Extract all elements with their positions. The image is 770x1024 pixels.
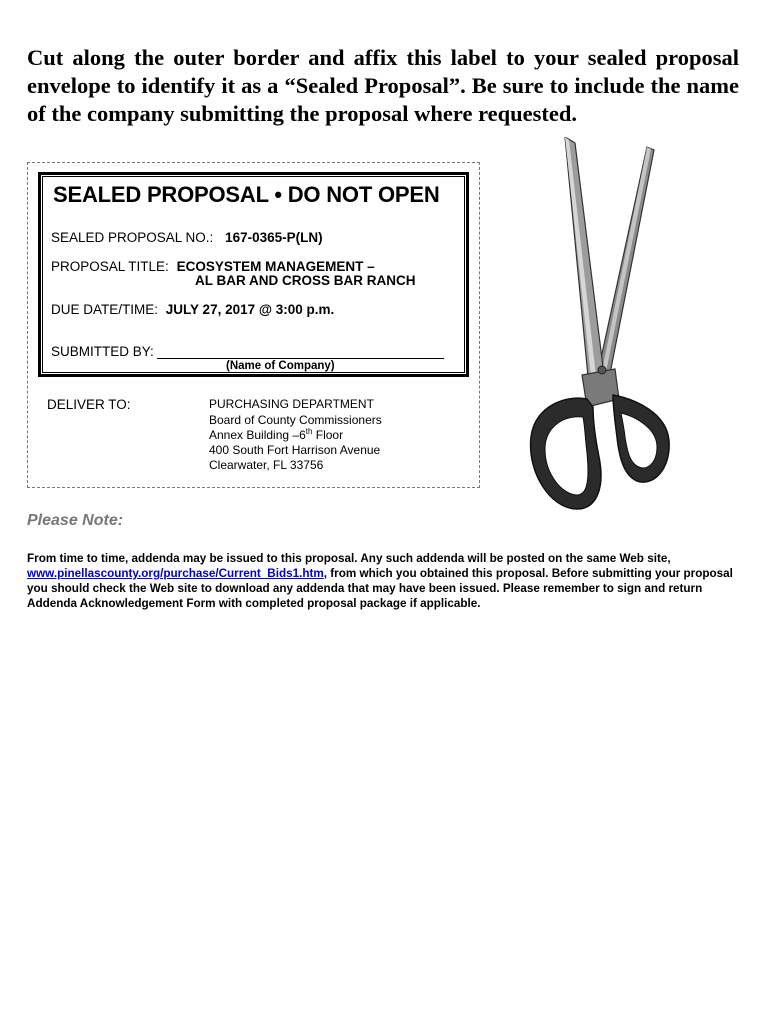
address-street: 400 South Fort Harrison Avenue — [209, 443, 381, 457]
proposal-title-value-2: AL BAR AND CROSS BAR RANCH — [195, 273, 416, 288]
instructions-line-3: of the company submitting the proposal where requested. — [27, 101, 578, 126]
label-heading: SEALED PROPOSAL • DO NOT OPEN — [53, 182, 440, 207]
address-building: Annex Building –6th Floor — [209, 427, 344, 442]
addenda-note: From time to time, addenda may be issued to this proposal. Any such addenda will be posted on the same Web site, www.pinellascounty.org/purchase/Current_Bids1.htm, from which you obtained this proposal. Before submitting your proposal you should check the Web site to download any addenda that may have been issued. Please remember to sign and return Addenda Acknowledgement Form with completed proposal package if applicable. — [27, 552, 733, 610]
address-city: Clearwater, FL 33756 — [209, 458, 324, 472]
instructions-line-1: Cut along the outer border and affix this label to your sealed proposal — [27, 45, 739, 70]
address-board: Board of County Commissioners — [209, 413, 382, 427]
submitted-by-label: SUBMITTED BY: — [51, 344, 154, 359]
purchase-bids-link[interactable]: www.pinellascounty.org/purchase/Current_Bids1.htm — [27, 567, 324, 580]
proposal-number-row — [51, 230, 323, 245]
cut-out-label — [27, 162, 480, 488]
sealed-proposal-box — [38, 172, 469, 377]
proposal-number-label: SEALED PROPOSAL NO.: — [51, 230, 214, 245]
due-date-value: JULY 27, 2017 @ 3:00 p.m. — [165, 302, 335, 317]
address-department: PURCHASING DEPARTMENT — [209, 397, 374, 411]
proposal-number-value: 167-0365-P(LN) — [225, 230, 323, 245]
instructions — [27, 44, 739, 128]
company-name-line[interactable] — [157, 346, 444, 359]
please-note-title: Please Note: — [27, 512, 124, 529]
due-date-label: DUE DATE/TIME: — [51, 302, 159, 317]
proposal-title-row — [51, 259, 375, 274]
scissors-icon — [527, 137, 675, 515]
proposal-title-label: PROPOSAL TITLE: — [51, 259, 169, 274]
delivery-address — [209, 397, 382, 473]
deliver-to-label: DELIVER TO: — [47, 397, 131, 412]
due-date-row — [51, 302, 334, 317]
proposal-title-value-1: ECOSYSTEM MANAGEMENT – — [176, 259, 375, 274]
submitted-by-row — [51, 344, 444, 359]
company-name-caption: (Name of Company) — [226, 360, 335, 372]
instructions-line-2: envelope to identify it as a “Sealed Proposal”. Be sure to include the name — [27, 73, 739, 98]
